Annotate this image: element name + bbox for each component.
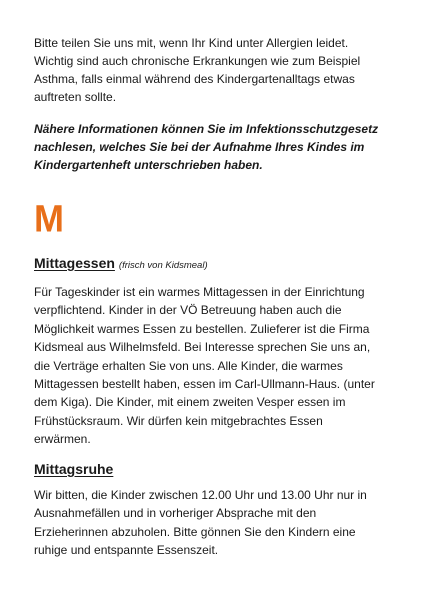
text-line: Wichtig sind auch chronische Erkrankungen wie zum Beispiel: [34, 54, 361, 68]
infection-law-note: [34, 120, 394, 174]
mittagsruhe-paragraph: [34, 486, 394, 560]
text-line: Nähere Informationen können Sie im Infektionsschutzgesetz: [34, 122, 379, 136]
section-initial-letter: M: [34, 196, 64, 240]
text-line: Asthma, falls einmal während des Kindergartenalltags etwas: [34, 72, 355, 86]
text-line: Ausnahmefällen und in vorheriger Absprache mit den: [34, 506, 317, 521]
mittagessen-paragraph: [34, 283, 394, 449]
heading-subtitle: (frisch von Kidsmeal): [118, 260, 208, 271]
text-line: nachlesen, welches Sie bei der Aufnahme Ihres Kindes im: [34, 140, 365, 154]
document-page: [34, 34, 394, 174]
text-line: auftreten sollte.: [34, 90, 117, 104]
text-line: verpflichtend. Kinder in der VÖ Betreuung haben auch die: [34, 303, 342, 318]
section-heading: [34, 460, 394, 478]
section-heading: [34, 254, 394, 275]
text-line: erwärmen.: [34, 432, 91, 447]
text-line: Für Tageskinder ist ein warmes Mittagessen in der Einrichtung: [34, 285, 365, 299]
heading-title: Mittagsruhe: [34, 461, 114, 477]
allergy-paragraph: [34, 34, 394, 106]
text-line: Mittagessen bestellt haben, essen im Carl-Ullmann-Haus. (unter: [34, 377, 375, 392]
text-line: dem Kiga). Die Kinder, mit einem zweiten Vesper essen im: [34, 395, 346, 410]
heading-title: Mittagessen: [34, 255, 115, 271]
text-line: Möglichkeit warmes Essen zu bestellen. Zulieferer ist die Firma: [34, 321, 370, 336]
text-line: Erzieherinnen abzuholen. Bitte gönnen Sie den Kindern eine: [34, 524, 356, 539]
text-line: Bitte teilen Sie uns mit, wenn Ihr Kind unter Allergien leidet.: [34, 36, 349, 50]
text-line: Kindergartenheft unterschrieben haben.: [34, 158, 263, 172]
text-line: die Verträge erhalten Sie von uns. Alle Kinder, die warmes: [34, 358, 343, 373]
text-line: Wir bitten, die Kinder zwischen 12.00 Uhr und 13.00 Uhr nur in: [34, 488, 367, 502]
section-mittagessen: [34, 254, 394, 449]
text-line: Frühstücksraum. Wir dürfen kein mitgebrachtes Essen: [34, 413, 323, 428]
text-line: Kidsmeal aus Wilhelmsfeld. Bei Interesse sprechen Sie uns an,: [34, 340, 371, 355]
text-line: ruhige und entspannte Essenszeit.: [34, 543, 219, 558]
section-mittagsruhe: [34, 460, 394, 560]
